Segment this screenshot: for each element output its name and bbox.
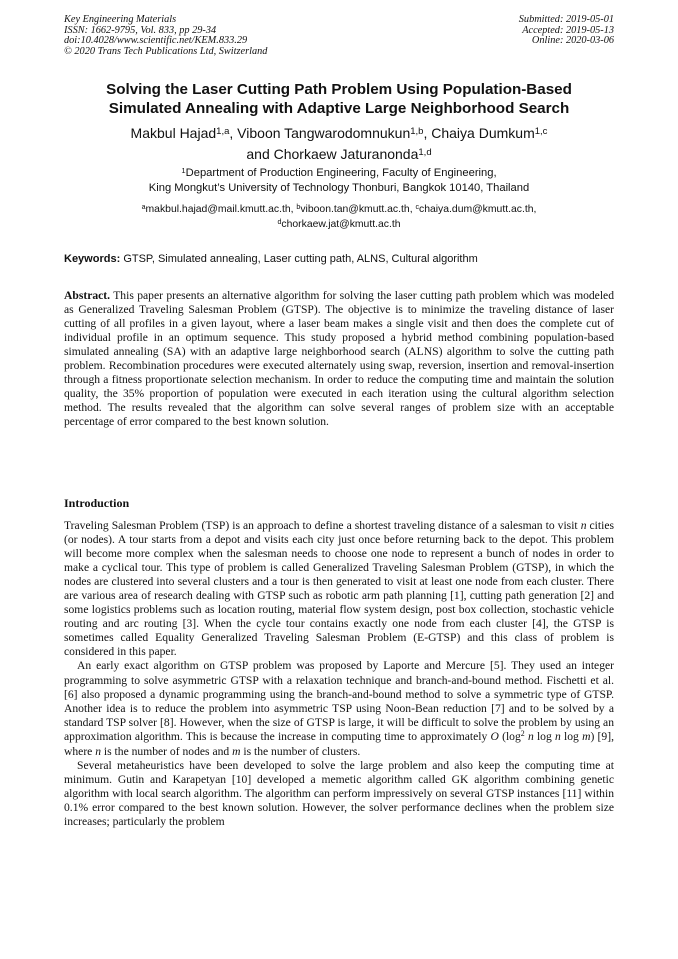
journal-name: Key Engineering Materials [64, 14, 177, 25]
email-a: makbul.hajad@mail.kmutt.ac.th [145, 204, 291, 215]
author-sup: 1,a [216, 125, 230, 137]
section-heading-introduction: Introduction [64, 496, 130, 510]
affiliation-line-1: Department of Production Engineering, Faculty of Engineering, [185, 167, 497, 179]
paragraph: An early exact algorithm on GTSP problem was proposed by Laporte and Mercure [5]. They used an integer programming to solve asymmetric GTSP with a relaxation technique and branch-and-bound method. Fischetti et al. [6] also proposed a dynamic programming using the branch-and-bound method to solve a symmetric type of GTSP. Another idea is to reduce the problem into asymmetric TSP using Noon-Bean reduction [7] and to be solved by a standard TSP solver [8]. However, when the size of GTSP is large, it will be difficult to solve the problem by using an approximation algorithm. This is because the increase in computing time to approximately O ($\log^2$ n log n log m) [9], where n is the number of nodes and m is the number of clusters. [64, 659, 614, 758]
email-sup: d [277, 218, 282, 226]
journal-doi: doi:10.4028/www.scientific.net/KEM.833.29 [64, 35, 248, 47]
title-line-2: Simulated Annealing with Adaptive Large Neighborhood Search [108, 100, 570, 117]
author-name: and Chorkaew Jaturanonda [246, 146, 419, 162]
affiliation-sup: 1 [181, 165, 186, 175]
paragraph: Several metaheuristics have been developed to solve the large problem and also keep the computing time at minimum. Gutin and Karapetyan [10] developed a memetic algorithm called GK algorithm combining genetic algorithm with local search algorithm. The algorithm can perform impressively on several GTSP instances [11] within 0.1% error compared to the best known solution. However, the solver performance declines when the problem size increases; particularly the problem [64, 758, 614, 828]
email-b: viboon.tan@kmutt.ac.th [300, 204, 410, 215]
email-c: chaiya.dum@kmutt.ac.th [419, 204, 534, 215]
affiliation [40, 166, 638, 196]
accepted-date: Accepted: 2019-05-13 [522, 24, 614, 36]
journal-copyright: © 2020 Trans Tech Publications Ltd, Switzerland [64, 45, 268, 57]
keywords [64, 252, 614, 266]
email-sup: c [415, 203, 419, 211]
affiliation-line-2: King Mongkut’s University of Technology Thonburi, Bangkok 10140, Thailand [148, 182, 530, 194]
title-line-1: Solving the Laser Cutting Path Problem Using Population-Based [106, 81, 572, 98]
author-name: Chaiya Dumkum [431, 125, 535, 141]
introduction-body [64, 519, 614, 829]
abstract [64, 289, 614, 429]
author-list: Makbul Hajad$^{1,a}$, Viboon Tangwarodomnukun$^{1,b}$, Chaiya Dumkum$^{1,c}$ and Chorkaew Jaturanonda$^{1,d}$ [130, 125, 548, 162]
online-date: Online: 2020-03-06 [531, 35, 614, 47]
abstract-label: Abstract. [64, 289, 111, 302]
journal-header [64, 15, 267, 57]
keywords-label: Keywords: [64, 253, 121, 265]
paper-title [40, 80, 638, 118]
keywords-text: GTSP, Simulated annealing, Laser cutting path, ALNS, Cultural algorithm [123, 253, 478, 265]
author-sup: 1,d [418, 146, 432, 158]
abstract-text: This paper presents an alternative algorithm for solving the laser cutting path problem which was modeled as Generalized Traveling Salesman Problem (GTSP). The objective is to minimize the traveling distance of laser cutting of all profiles in a given layout, where a laser beam makes a single visit and then does the complete cut of individual profile in an optimum sequence. This study proposed a hybrid method combining population-based simulated annealing (SA) with an adaptive large neighborhood search (ALNS) algorithm to solve the cutting path problem. Recombination procedures were executed alternately using swap, reversion, insertion and removal-insertion through a fitness proportionate selection mechanism. In order to reduce the computing time and maintain the solution quality, the 35% proportion of population were executed in each iteration using the cultural algorithm selection method. The results revealed that the algorithm can solve several ranges of problem size with an acceptable percentage of error compared to the best known solution. [64, 289, 614, 429]
author-name: Makbul Hajad [130, 125, 217, 141]
author-sup: 1,c [534, 125, 548, 137]
author-sup: 1,b [410, 125, 424, 137]
email-d: chorkaew.jat@kmutt.ac.th [281, 219, 401, 230]
submitted-date: Submitted: 2019-05-01 [518, 14, 614, 25]
email-sup: b [296, 203, 301, 211]
email-sup: a [141, 203, 146, 211]
author-name: Viboon Tangwarodomnukun [237, 125, 411, 141]
journal-issn: ISSN: 1662-9795, Vol. 833, pp 29-34 [64, 24, 217, 36]
paragraph: Traveling Salesman Problem (TSP) is an approach to define a shortest traveling distance of a salesman to visit n cities (or nodes). A tour starts from a depot and visits each city just once before returning back to the depot. This problem will become more complex when the salesman needs to choose one node to represent a bunch of nodes in order to make a cyclical tour. This type of problem is called Generalized Traveling Salesman Problem (GTSP), in which the nodes are clustered into several clusters and a tour is then generated to visit at least one node from each cluster. There are various area of research dealing with GTSP such as robotic arm path planning [1], cutting path generation [2] and some logistics problems such as location routing, material flow system design, post box collection, stochastic vehicle routing and arc routing [3]. When the cycle tour contains exactly one node from each cluster [4], the GTSP is sometimes called Equality Generalized Traveling Salesman Problem (E-GTSP) and this class of problem is considered in this paper. [64, 519, 614, 659]
submission-dates [519, 15, 614, 47]
author-emails: $^a$makbul.hajad@mail.kmutt.ac.th, $^b$viboon.tan@kmutt.ac.th, $^c$chaiya.dum@kmutt.ac.th, $^d$chorkaew.jat@kmutt.ac.th [141, 203, 537, 230]
